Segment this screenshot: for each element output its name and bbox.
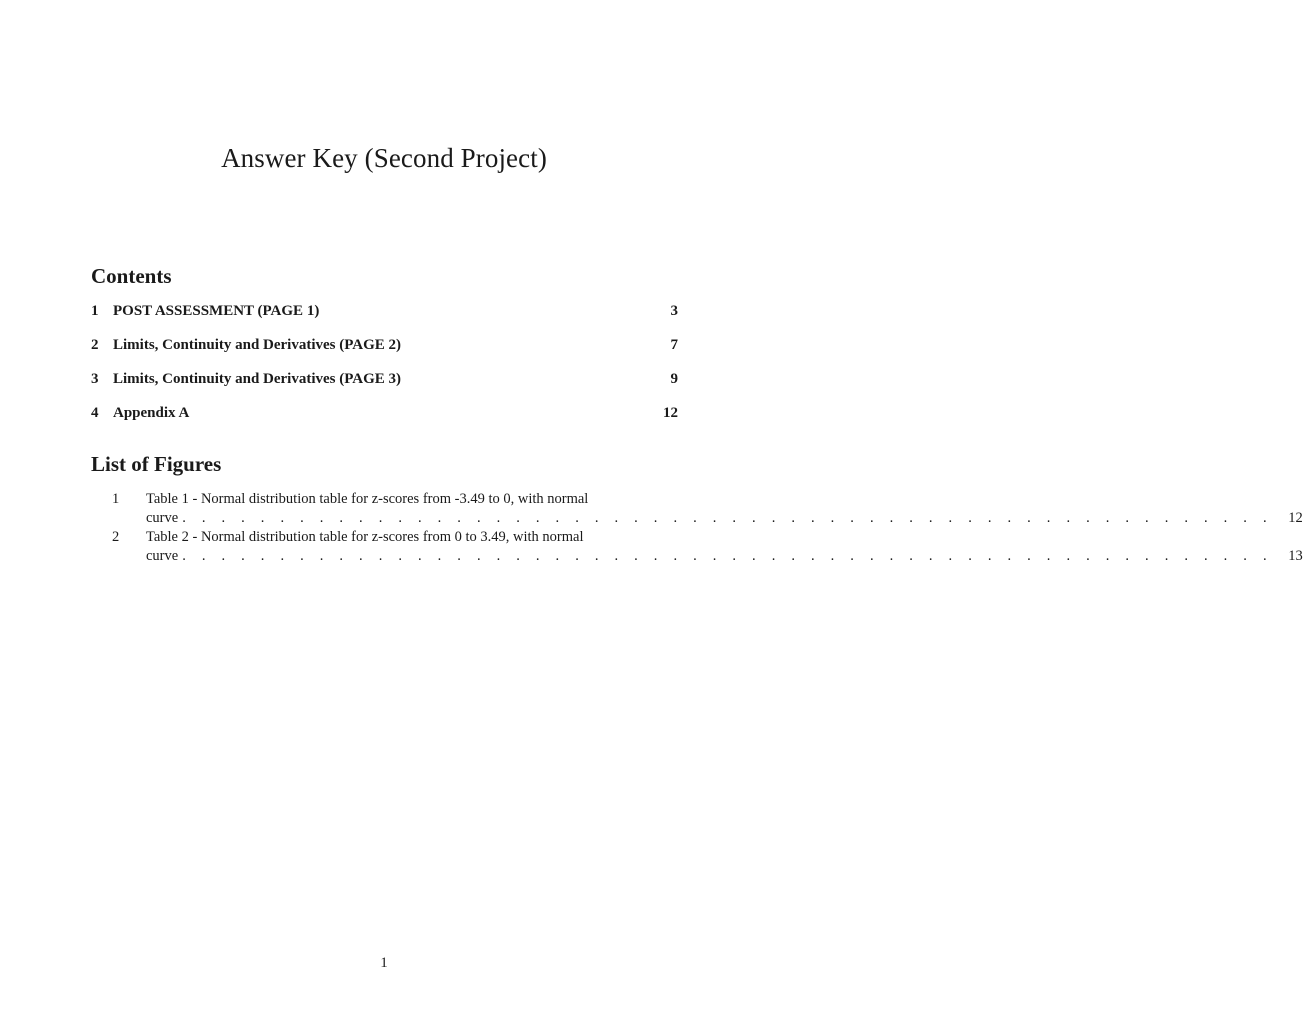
toc-entry-title[interactable]: Appendix A xyxy=(113,405,190,421)
toc-entry-title[interactable]: POST ASSESSMENT (PAGE 1) xyxy=(113,303,320,319)
toc-entry-page[interactable]: 12 xyxy=(663,405,678,421)
figure-entry-caption-end: curve xyxy=(146,510,179,526)
figure-entry[interactable] xyxy=(91,490,1303,528)
toc-entry[interactable] xyxy=(91,405,678,439)
leader-dots: . . . . . . . . . . . . . . . . . . . . . . . . . . . . . . . . . . . . . . . . . . . . . . . . . . . . . . . . xyxy=(182,548,1273,564)
leader-dots: . . . . . . . . . . . . . . . . . . . . . . . . . . . . . . . . . . . . . . . . . . . . . . . . . . . . . . . . xyxy=(182,510,1273,526)
toc-entry-number: 2 xyxy=(91,337,99,353)
figure-entry-page[interactable]: 12 xyxy=(1288,510,1303,526)
figure-entry-number: 1 xyxy=(112,491,120,507)
toc-entry-number: 3 xyxy=(91,371,99,387)
figure-entry-caption[interactable]: Table 2 - Normal distribution table for z-scores from 0 to 3.49, with normal xyxy=(146,529,584,545)
figure-entry-caption-end: curve xyxy=(146,548,179,564)
figure-entry-caption-continued[interactable] xyxy=(146,509,1303,528)
toc-entry-page[interactable]: 3 xyxy=(670,303,678,319)
document-title: Answer Key (Second Project) xyxy=(221,143,547,173)
figure-entry-caption[interactable]: Table 1 - Normal distribution table for z-scores from -3.49 to 0, with normal xyxy=(146,491,589,507)
toc-entry-title[interactable]: Limits, Continuity and Derivatives (PAGE 2) xyxy=(113,337,402,353)
list-of-figures-heading: List of Figures xyxy=(91,452,222,476)
list-of-figures xyxy=(91,490,1303,566)
figure-entry-number: 2 xyxy=(112,529,120,545)
figure-entry-page[interactable]: 13 xyxy=(1288,548,1303,564)
toc-entry-title[interactable]: Limits, Continuity and Derivatives (PAGE 3) xyxy=(113,371,402,387)
toc-entry-page[interactable]: 9 xyxy=(670,371,678,387)
toc-entry[interactable] xyxy=(91,303,678,337)
figure-entry-caption-continued[interactable] xyxy=(146,547,1303,566)
toc-entry-number: 4 xyxy=(91,405,99,421)
toc-entry[interactable] xyxy=(91,371,678,405)
toc-entry[interactable] xyxy=(91,337,678,371)
figure-entry[interactable] xyxy=(91,528,1303,566)
table-of-contents xyxy=(91,303,678,439)
toc-entry-page[interactable]: 7 xyxy=(670,337,678,353)
contents-heading: Contents xyxy=(91,264,172,288)
toc-entry-number: 1 xyxy=(91,303,99,319)
page-number: 1 xyxy=(380,955,388,971)
